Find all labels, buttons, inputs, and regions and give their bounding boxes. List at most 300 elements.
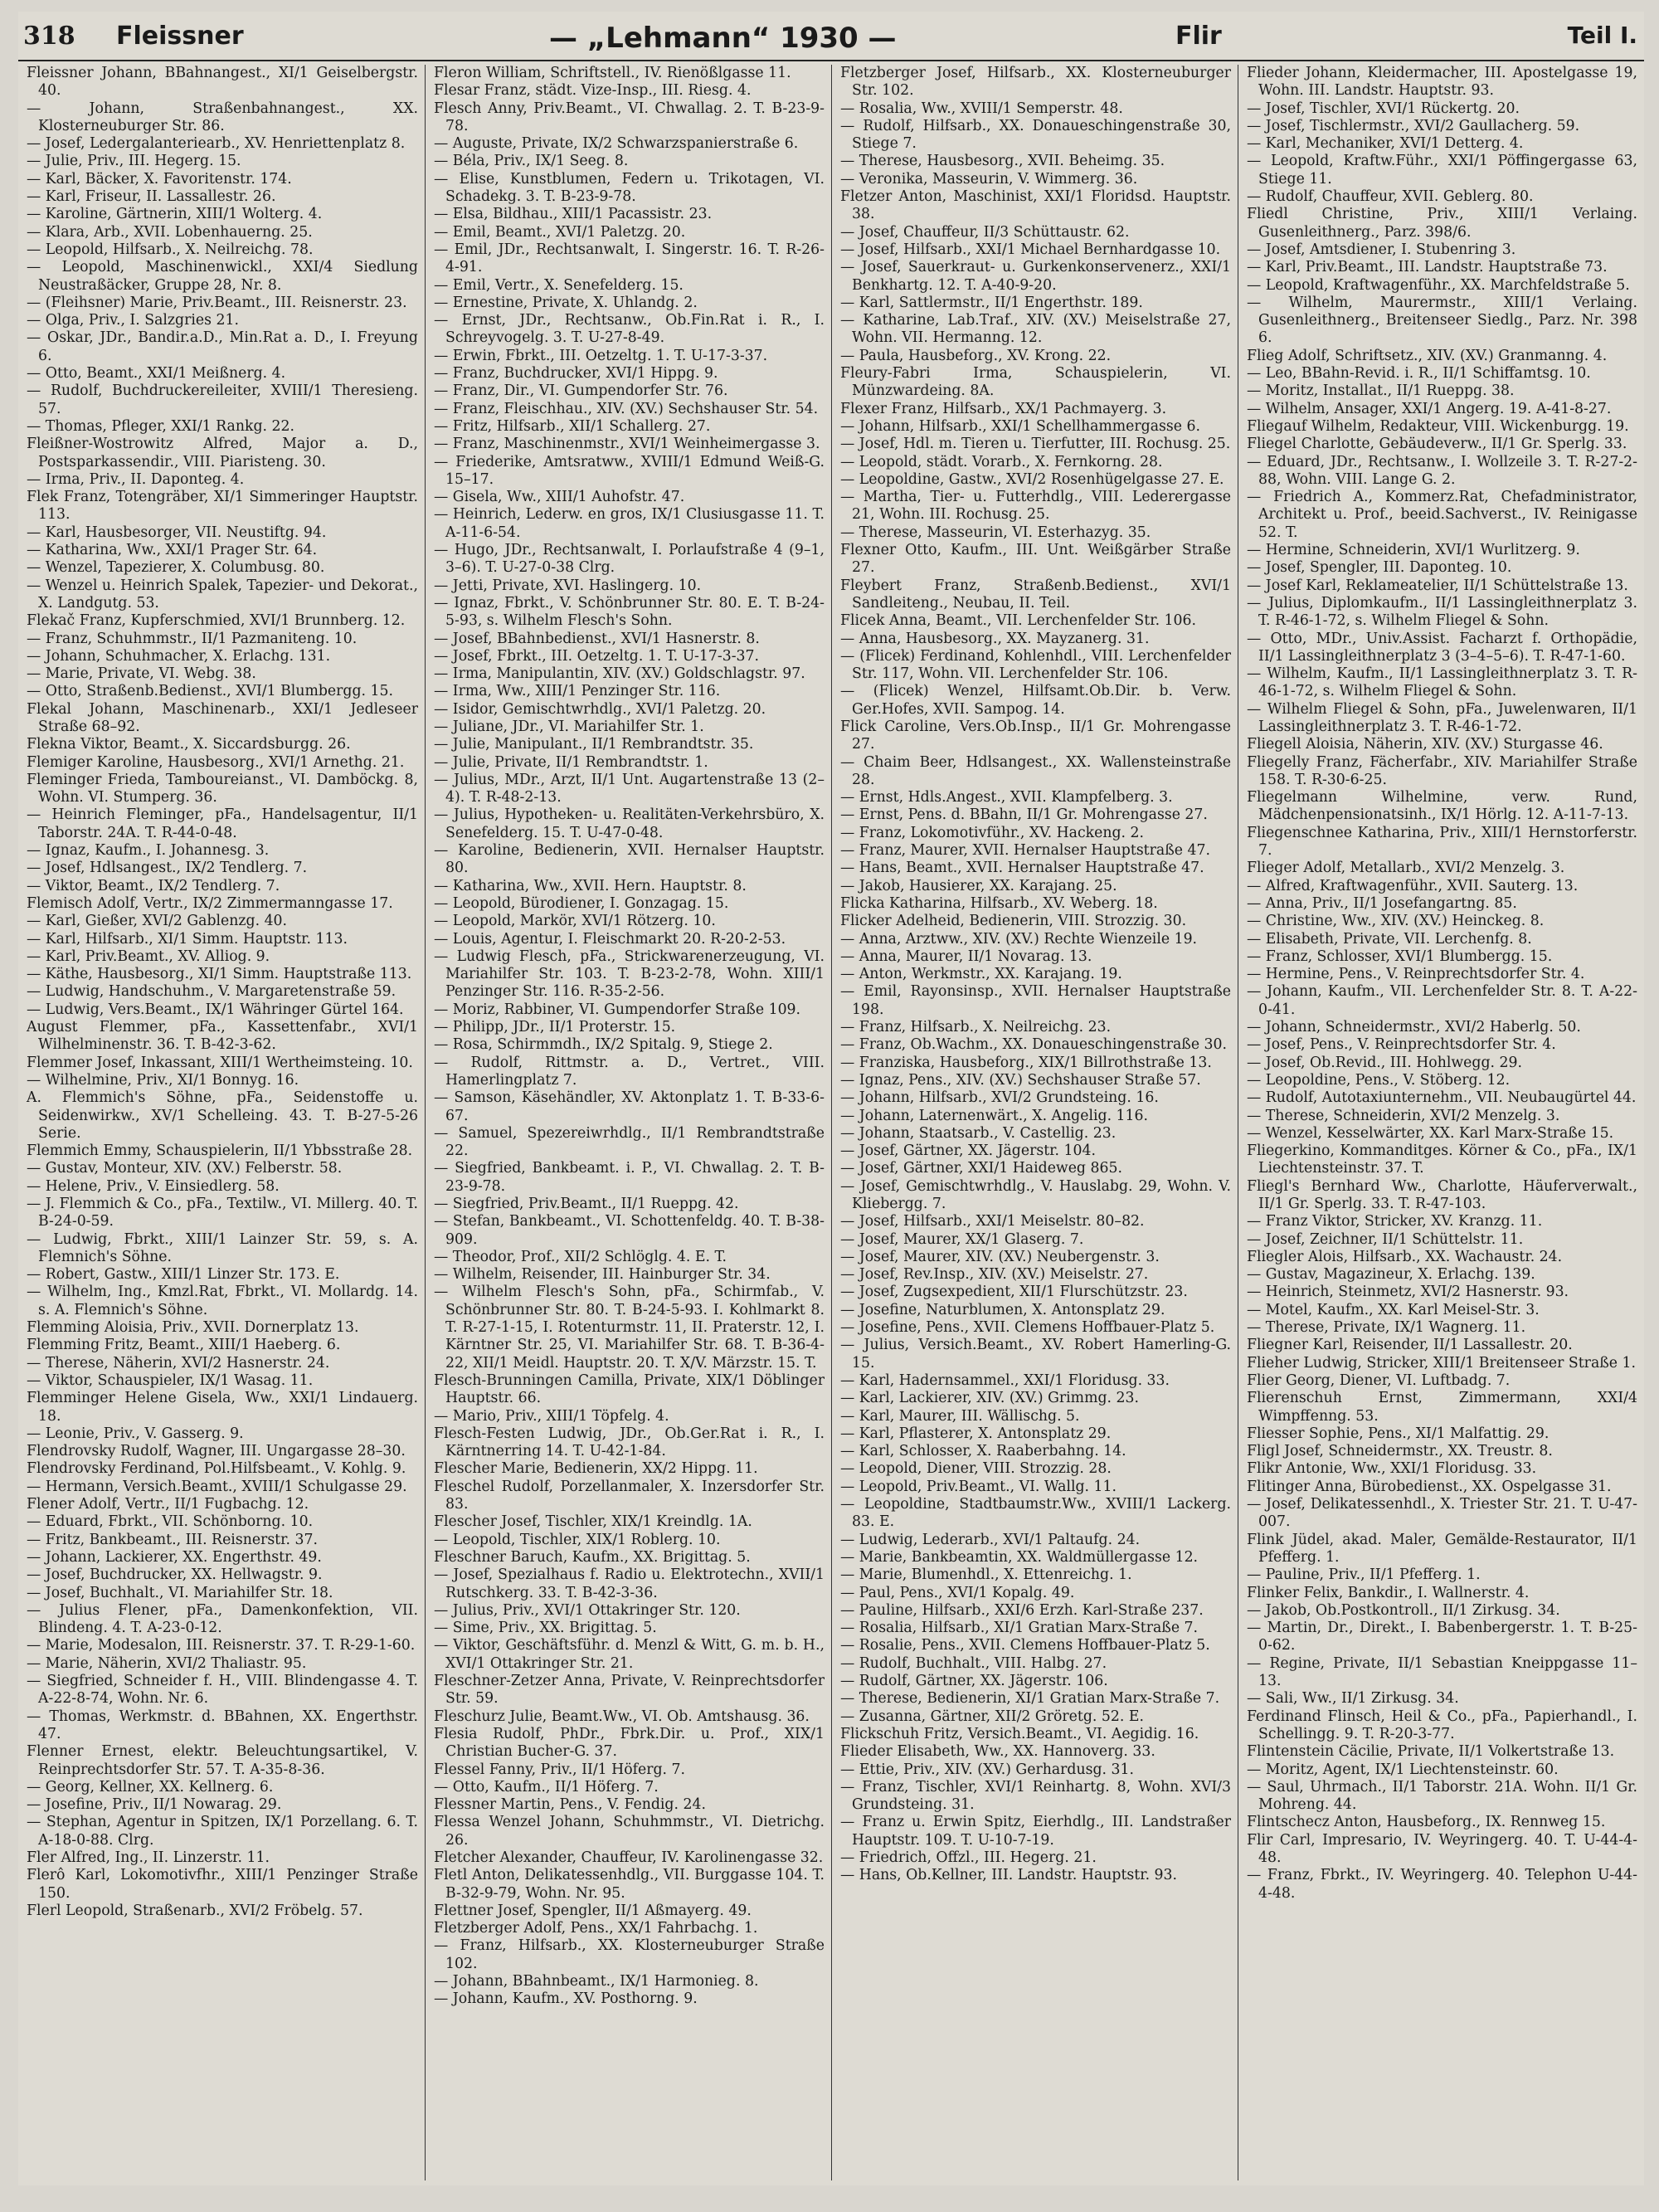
directory-entry: — Ludwig, Vers.Beamt., IX/1 Währinger Gürtel 164. [27, 1001, 404, 1018]
directory-entry: — Gisela, Ww., XIII/1 Auhofstr. 47. [434, 489, 685, 506]
directory-entry: — Franz, Fleischhau., XIV. (XV.) Sechshauser Str. 54. [434, 400, 819, 417]
directory-entry: — Ernestine, Private, X. Uhlandg. 2. [434, 294, 698, 311]
directory-entry: — Leopoldine, Pens., V. Stöberg. 12. [1247, 1071, 1511, 1089]
directory-entry: Flir Carl, Impresario, IV. Weyringerg. 40. T. U-44-4-48. [1247, 1831, 1637, 1866]
directory-entry: — Wilhelm, Kaufm., II/1 Lassingleithnerplatz 3. T. R-46-1-72, s. Wilhelm Fliegel & Sohn. [1247, 665, 1637, 700]
directory-entry: — Julius, Hypotheken- u. Realitäten-Verkehrsbüro, X. Senefelderg. 15. T. U-47-0-48. [434, 806, 825, 841]
directory-entry: — Marie, Blumenhdl., X. Ettenreichg. 1. [840, 1566, 1132, 1584]
directory-entry: — Philipp, JDr., II/1 Proterstr. 15. [434, 1019, 676, 1036]
directory-entry: — Klara, Arb., XVII. Lobenhauerng. 25. [27, 223, 313, 241]
directory-entry: Flerl Leopold, Straßenarb., XVI/2 Fröbelg. 57. [27, 1902, 363, 1919]
directory-entry: — Heinrich Fleminger, pFa., Handelsagentur, II/1 Taborstr. 24A. T. R-44-0-48. [27, 806, 418, 841]
directory-entry: — Josef, Gärtner, XXI/1 Haideweg 865. [840, 1160, 1122, 1177]
directory-entry: — Leopoldine, Stadtbaumstr.Ww., XVIII/1 Lackerg. 83. E. [840, 1496, 1231, 1531]
directory-entry: — Viktor, Geschäftsführ. d. Menzl & Witt, G. m. b. H., XVI/1 Ottakringer Str. 21. [434, 1637, 825, 1672]
directory-entry: Flintschecz Anton, Hausbeforg., IX. Rennweg 15. [1247, 1814, 1606, 1831]
directory-entry: — Josef, Tischler, XVI/1 Rückertg. 20. [1247, 100, 1520, 117]
directory-entry: — Franz, Dir., VI. Gumpendorfer Str. 76. [434, 382, 728, 400]
directory-entry: Fletcher Alexander, Chauffeur, IV. Karolinengasse 32. [434, 1849, 824, 1866]
directory-entry: Flick Caroline, Vers.Ob.Insp., II/1 Gr. Mohrengasse 27. [840, 718, 1231, 753]
directory-entry: — Leopold, Maschinenwickl., XXI/4 Siedlung Neustraßäcker, Gruppe 28, Nr. 8. [27, 259, 418, 294]
directory-entry: — Leo, BBahn-Revid. i. R., II/1 Schiffamtsg. 10. [1247, 365, 1591, 382]
directory-entry: Flemming Aloisia, Priv., XVII. Dornerplatz 13. [27, 1319, 359, 1337]
directory-entry: Fletzberger Adolf, Pens., XX/1 Fahrbachg. 1. [434, 1920, 758, 1937]
directory-entry: — Oskar, JDr., Bandir.a.D., Min.Rat a. D., I. Freyung 6. [27, 329, 418, 364]
directory-entry: — Alfred, Kraftwagenführ., XVII. Sauterg. 13. [1247, 877, 1579, 894]
directory-entry: — Heinrich, Steinmetz, XVI/2 Hasnerstr. 93. [1247, 1284, 1569, 1301]
directory-entry: — Marie, Private, VI. Webg. 38. [27, 665, 256, 683]
directory-entry: — Josef, Spezialhaus f. Radio u. Elektrotechn., XVII/1 Rutschkerg. 33. T. B-42-3-36. [434, 1566, 825, 1601]
directory-entry: — Thomas, Pfleger, XXI/1 Rankg. 22. [27, 417, 294, 435]
directory-entry: — Josef, Hdl. m. Tieren u. Tierfutter, III. Rochusg. 25. [840, 436, 1231, 453]
directory-entry: Flinker Felix, Bankdir., I. Wallnerstr. 4. [1247, 1584, 1530, 1601]
directory-entry: — Moritz, Agent, IX/1 Liechtensteinstr. 60. [1247, 1761, 1559, 1778]
directory-entry: — Julius, MDr., Arzt, II/1 Unt. Augartenstraße 13 (2–4). T. R-48-2-13. [434, 771, 825, 806]
directory-entry: — Franz, Hilfsarb., XX. Klosterneuburger Straße 102. [434, 1937, 825, 1972]
directory-entry: Flendrovsky Ferdinand, Pol.Hilfsbeamt., V. Kohlg. 9. [27, 1460, 406, 1478]
directory-entry: — Otto, Kaufm., II/1 Höferg. 7. [434, 1778, 659, 1795]
directory-entry: — Johann, Straßenbahnangest., XX. Klosterneuburger Str. 86. [27, 100, 418, 134]
directory-entry: — Franz, Maschinenmstr., XVI/1 Weinheimergasse 3. [434, 436, 820, 453]
directory-entry: — Franz, Maurer, XVII. Hernalser Hauptstraße 47. [840, 842, 1210, 860]
directory-entry: — Franz, Schuhmmstr., II/1 Pazmaniteng. 10. [27, 630, 358, 647]
directory-entry: — Siegfried, Schneider f. H., VIII. Blindengasse 4. T. A-22-8-74, Wohn. Nr. 6. [27, 1673, 418, 1708]
directory-entry: — Josef, Fbrkt., III. Oetzeltg. 1. T. U-17-3-37. [434, 647, 760, 665]
page-header [18, 15, 1644, 61]
directory-entry: — Anna, Priv., II/1 Josefangartng. 85. [1247, 894, 1517, 912]
directory-column [18, 65, 425, 2180]
directory-entry: Fliesser Sophie, Pens., XI/1 Malfattig. 29. [1247, 1425, 1550, 1442]
directory-entry: — Elisabeth, Private, VII. Lerchenfg. 8. [1247, 930, 1532, 948]
directory-entry: — Pauline, Hilfsarb., XXI/6 Erzh. Karl-Straße 237. [840, 1601, 1204, 1619]
directory-entry: — Josef, Pens., V. Reinprechtsdorfer Str. 4. [1247, 1036, 1556, 1054]
directory-entry: — Juliane, JDr., VI. Mariahilfer Str. 1. [434, 718, 704, 735]
header-part: Teil I. [1567, 22, 1637, 49]
directory-entry: — Ignaz, Fbrkt., V. Schönbrunner Str. 80. E. T. B-24-5-93, s. Wilhelm Flesch's Sohn. [434, 594, 825, 630]
directory-entry: — Anna, Maurer, II/1 Novarag. 13. [840, 948, 1092, 965]
directory-entry: August Flemmer, pFa., Kassettenfabr., XVI/1 Wilhelminenstr. 36. T. B-42-3-62. [27, 1019, 418, 1054]
directory-entry: Fliegler Alois, Hilfsarb., XX. Wachaustr. 24. [1247, 1248, 1563, 1265]
directory-entry: — Emil, JDr., Rechtsanwalt, I. Singerstr. 16. T. R-26-4-91. [434, 241, 825, 276]
directory-entry: Flenner Ernest, elektr. Beleuchtungsartikel, V. Reinprechtsdorfer Str. 57. T. A-35-8-36. [27, 1743, 418, 1778]
directory-entry: — Karl, Priv.Beamt., XV. Alliog. 9. [27, 948, 270, 965]
directory-entry: — Josef, Buchhalt., VI. Mariahilfer Str. 18. [27, 1584, 333, 1601]
directory-entry: — Josef, Zeichner, II/1 Schüttelstr. 11. [1247, 1230, 1524, 1248]
directory-entry: — (Fleihsner) Marie, Priv.Beamt., III. Reisnerstr. 23. [27, 294, 407, 311]
directory-entry: — Chaim Beer, Hdlsangest., XX. Wallensteinstraße 28. [840, 753, 1231, 788]
directory-entry: — Josef, Ob.Revid., III. Hohlwegg. 29. [1247, 1054, 1522, 1071]
directory-entry: — Anton, Werkmstr., XX. Karajang. 19. [840, 966, 1122, 983]
directory-entry: Fliegell Aloisia, Näherin, XIV. (XV.) Sturgasse 46. [1247, 736, 1603, 753]
directory-entry: — Franz, Buchdrucker, XVI/1 Hippg. 9. [434, 365, 718, 382]
directory-entry: Flintenstein Cäcilie, Private, II/1 Volkertstraße 13. [1247, 1743, 1615, 1761]
directory-column [425, 65, 831, 2180]
directory-entry: Fletl Anton, Delikatessenhdlg., VII. Burggasse 104. T. B-32-9-79, Wohn. Nr. 95. [434, 1867, 825, 1902]
directory-entry: — Fritz, Bankbeamt., III. Reisnerstr. 37. [27, 1531, 318, 1548]
directory-entry: — Rudolf, Chauffeur, XVII. Geblerg. 80. [1247, 188, 1534, 206]
directory-entry: — Ignaz, Pens., XIV. (XV.) Sechshauser Straße 57. [840, 1071, 1201, 1089]
directory-entry: Flesch-Festen Ludwig, JDr., Ob.Ger.Rat i. R., I. Kärntnerring 14. T. U-42-1-84. [434, 1425, 825, 1460]
directory-entry: — Julius Flener, pFa., Damenkonfektion, VII. Blindeng. 4. T. A-23-0-12. [27, 1601, 418, 1637]
directory-entry: — Leonie, Priv., V. Gasserg. 9. [27, 1425, 244, 1442]
directory-entry: — Wenzel, Kesselwärter, XX. Karl Marx-Straße 15. [1247, 1124, 1614, 1142]
directory-entry: — Fritz, Hilfsarb., XII/1 Schallerg. 27. [434, 417, 711, 435]
directory-entry: — Viktor, Beamt., IX/2 Tendlerg. 7. [27, 877, 280, 894]
directory-entry: — Elsa, Bildhau., XIII/1 Pacassistr. 23. [434, 206, 713, 223]
directory-entry: — Otto, Beamt., XXI/1 Meißnerg. 4. [27, 365, 286, 382]
directory-entry: — Martin, Dr., Direkt., I. Babenbergerstr. 1. T. B-25-0-62. [1247, 1620, 1637, 1654]
directory-entry: Flemminger Helene Gisela, Ww., XXI/1 Lindauerg. 18. [27, 1390, 418, 1425]
directory-entry: — Johann, Staatsarb., V. Castellig. 23. [840, 1124, 1117, 1142]
header-first-name: Fleissner [116, 22, 244, 51]
directory-entry: — Johann, Kaufm., VII. Lerchenfelder Str. 8. T. A-22-0-41. [1247, 983, 1637, 1018]
directory-entry: — Sali, Ww., II/1 Zirkusg. 34. [1247, 1690, 1459, 1708]
directory-entry: Flessa Wenzel Johann, Schuhmmstr., VI. Dietrichg. 26. [434, 1814, 825, 1849]
directory-entry: — Rosalia, Ww., XVIII/1 Semperstr. 48. [840, 100, 1123, 117]
directory-entry: — Siegfried, Bankbeamt. i. P., VI. Chwallag. 2. T. B-23-9-78. [434, 1160, 825, 1195]
directory-entry: — Johann, Kaufm., XV. Posthorng. 9. [434, 1990, 698, 2008]
directory-entry: — Julie, Private, II/1 Rembrandtstr. 1. [434, 753, 708, 771]
directory-entry: — Thomas, Werkmstr. d. BBahnen, XX. Engerthstr. 47. [27, 1708, 418, 1742]
directory-entry: — Julius, Diplomkaufm., II/1 Lassingleithnerplatz 3. T. R-46-1-72, s. Wilhelm Fliegel & Sohn. [1247, 594, 1637, 630]
directory-entry: Flemming Fritz, Beamt., XIII/1 Haeberg. 6. [27, 1337, 341, 1354]
directory-entry: — Johann, Lackierer, XX. Engerthstr. 49. [27, 1548, 322, 1566]
directory-entry: — Moriz, Rabbiner, VI. Gumpendorfer Straße 109. [434, 1001, 801, 1018]
directory-entry: — Paula, Hausbeforg., XV. Krong. 22. [840, 347, 1112, 364]
directory-entry: — Josefine, Naturblumen, X. Antonsplatz 29. [840, 1301, 1165, 1318]
directory-entry: — Rosalia, Hilfsarb., XI/1 Gratian Marx-Straße 7. [840, 1620, 1199, 1637]
directory-entry: — Ernst, JDr., Rechtsanw., Ob.Fin.Rat i. R., I. Schreyvogelg. 3. T. U-27-8-49. [434, 312, 825, 347]
directory-entry: Flescher Josef, Tischler, XIX/1 Kreindlg. 1A. [434, 1513, 752, 1531]
directory-entry: Flieder Johann, Kleidermacher, III. Apostelgasse 19, Wohn. III. Landstr. Hauptstr. 93. [1247, 65, 1637, 100]
directory-entry: — Leopold, Bürodiener, I. Gonzagag. 15. [434, 894, 729, 912]
directory-entry: — Moritz, Installat., II/1 Rueppg. 38. [1247, 382, 1515, 400]
directory-entry: — Jakob, Hausierer, XX. Karajang. 25. [840, 877, 1117, 894]
directory-entry: Fleminger Frieda, Tamboureianst., VI. Damböckg. 8, Wohn. VI. Stumperg. 36. [27, 771, 418, 806]
directory-entry: — Karl, Bäcker, X. Favoritenstr. 174. [27, 170, 292, 188]
directory-entry: — Rudolf, Hilfsarb., XX. Donaueschingenstraße 30, Stiege 7. [840, 117, 1231, 153]
directory-entry: — Hans, Ob.Kellner, III. Landstr. Hauptstr. 93. [840, 1867, 1178, 1884]
directory-entry: — Josef, Hilfsarb., XXI/1 Meiselstr. 80–82. [840, 1213, 1145, 1230]
directory-entry: A. Flemmich's Söhne, pFa., Seidenstoffe u. Seidenwirkw., XV/1 Schelleing. 43. T. B-27-5-26 Serie. [27, 1089, 418, 1142]
directory-entry: — Samson, Käsehändler, XV. Aktonplatz 1. T. B-33-6-67. [434, 1089, 825, 1124]
directory-entry: Fleron William, Schriftstell., IV. Rienößlgasse 11. [434, 65, 791, 81]
directory-entry: Flessel Fanny, Priv., II/1 Höferg. 7. [434, 1761, 686, 1778]
directory-entry: — Eduard, Fbrkt., VII. Schönborng. 10. [27, 1513, 314, 1531]
directory-entry: Flicka Katharina, Hilfsarb., XV. Weberg. 18. [840, 894, 1158, 912]
directory-entry: — Louis, Agentur, I. Fleischmarkt 20. R-20-2-53. [434, 930, 786, 948]
directory-entry: — Jakob, Ob.Postkontroll., II/1 Zirkusg. 34. [1247, 1601, 1560, 1619]
directory-entry: — Hans, Beamt., XVII. Hernalser Hauptstraße 47. [840, 860, 1204, 877]
directory-entry: — Josef, Tischlermstr., XVI/2 Gaullacherg. 59. [1247, 117, 1580, 134]
directory-entry: — Rudolf, Buchdruckereileiter, XVIII/1 Theresieng. 57. [27, 382, 418, 417]
directory-entry: Fligl Josef, Schneidermstr., XX. Treustr. 8. [1247, 1443, 1553, 1460]
directory-entry: — Therese, Hausbesorg., XVII. Beheimg. 35. [840, 153, 1165, 170]
directory-entry: — Rosalie, Pens., XVII. Clemens Hoffbauer-Platz 5. [840, 1637, 1210, 1654]
directory-entry: — Wilhelm, Maurermstr., XIII/1 Verlaing. Gusenleithnerg., Breitenseer Siedlg., Parz. Nr. 398 6. [1247, 294, 1637, 347]
directory-entry: — Ettie, Priv., XIV. (XV.) Gerhardusg. 31. [840, 1761, 1135, 1778]
directory-entry: — Franz, Schlosser, XVI/1 Blumbergg. 15. [1247, 948, 1553, 965]
directory-entry: Flemisch Adolf, Vertr., IX/2 Zimmermanngasse 17. [27, 894, 393, 912]
directory-entry: Flexner Otto, Kaufm., III. Unt. Weißgärber Straße 27. [840, 542, 1231, 577]
directory-entry: — Béla, Priv., IX/1 Seeg. 8. [434, 153, 629, 170]
directory-entry: Fliedl Christine, Priv., XIII/1 Verlaing. Gusenleithnerg., Parz. 398/6. [1247, 206, 1637, 241]
directory-entry: — Regine, Private, II/1 Sebastian Kneippgasse 11–13. [1247, 1654, 1637, 1690]
directory-entry: — Hermann, Versich.Beamt., XVIII/1 Schulgasse 29. [27, 1478, 407, 1495]
directory-entry: — Gustav, Magazineur, X. Erlachg. 139. [1247, 1266, 1535, 1284]
directory-entry: — Friedrich A., Kommerz.Rat, Chefadministrator, Architekt u. Prof., beeid.Sachverst., IV. Reinigasse 52. T. [1247, 489, 1637, 541]
directory-entry: — Katharina, Ww., XVII. Hern. Hauptstr. 8. [434, 877, 747, 894]
directory-entry: Flekač Franz, Kupferschmied, XVI/1 Brunnberg. 12. [27, 612, 406, 630]
directory-entry: — Viktor, Schauspieler, IX/1 Wasag. 11. [27, 1372, 314, 1389]
directory-entry: — Wilhelm Fliegel & Sohn, pFa., Juwelenwaren, II/1 Lassingleithnerplatz 3. T. R-46-1-72. [1247, 700, 1637, 735]
directory-entry: — Josef, Chauffeur, II/3 Schüttaustr. 62. [840, 223, 1130, 241]
directory-entry: — Josef, Maurer, XIV. (XV.) Neubergenstr. 3. [840, 1248, 1160, 1265]
directory-entry: Fliegel Charlotte, Gebäudeverw., II/1 Gr. Sperlg. 33. [1247, 436, 1627, 453]
directory-entry: — Josef, Delikatessenhdl., X. Triester Str. 21. T. U-47-007. [1247, 1496, 1637, 1531]
directory-entry: — Emil, Rayonsinsp., XVII. Hernalser Hauptstraße 198. [840, 983, 1231, 1018]
directory-entry: — Friedrich, Offzl., III. Hegerg. 21. [840, 1849, 1097, 1866]
directory-entry: — Anna, Hausbesorg., XX. Mayzanerg. 31. [840, 630, 1150, 647]
directory-entry: — Erwin, Fbrkt., III. Oetzeltg. 1. T. U-17-3-37. [434, 347, 768, 364]
directory-entry: — Rudolf, Buchhalt., VIII. Halbg. 27. [840, 1654, 1107, 1672]
directory-entry: — Helene, Priv., V. Einsiedlerg. 58. [27, 1177, 280, 1195]
directory-entry: Flicker Adelheid, Bedienerin, VIII. Strozzig. 30. [840, 913, 1187, 930]
directory-entry: — Karl, Priv.Beamt., III. Landstr. Hauptstraße 73. [1247, 259, 1608, 276]
directory-entry: Flesar Franz, städt. Vize-Insp., III. Riesg. 4. [434, 82, 752, 100]
directory-entry: Fleißner-Wostrowitz Alfred, Major a. D., Postsparkassendir., VIII. Piaristeng. 30. [27, 436, 418, 470]
directory-entry: Flieg Adolf, Schriftsetz., XIV. (XV.) Granmanng. 4. [1247, 347, 1608, 364]
directory-entry: — Julie, Priv., III. Hegerg. 15. [27, 153, 241, 170]
directory-entry: — Karl, Gießer, XVI/2 Gablenzg. 40. [27, 913, 288, 930]
directory-entry: — Georg, Kellner, XX. Kellnerg. 6. [27, 1778, 274, 1795]
header-title: — „Lehmann“ 1930 — [549, 22, 897, 55]
directory-entry: Flikr Antonie, Ww., XXI/1 Floridusg. 33. [1247, 1460, 1537, 1478]
directory-entry: Flesia Rudolf, PhDr., Fbrk.Dir. u. Prof., XIX/1 Christian Bucher-G. 37. [434, 1725, 825, 1761]
directory-entry: — Franz, Hilfsarb., X. Neilreichg. 23. [840, 1019, 1112, 1036]
directory-entry: — Zusanna, Gärtner, XII/2 Gröretg. 52. E. [840, 1708, 1144, 1725]
directory-entry: Flemmer Josef, Inkassant, XIII/1 Wertheimsteing. 10. [27, 1054, 413, 1071]
directory-entry: Flessner Martin, Pens., V. Fendig. 24. [434, 1796, 706, 1814]
directory-entry: Flexer Franz, Hilfsarb., XX/1 Pachmayerg. 3. [840, 400, 1167, 417]
directory-entry: Flieder Elisabeth, Ww., XX. Hannoverg. 33. [840, 1743, 1155, 1761]
directory-entry: Fleissner Johann, BBahnangest., XI/1 Geiselbergstr. 40. [27, 65, 418, 100]
directory-entry: — Franz u. Erwin Spitz, Eierhdlg., III. Landstraßer Hauptstr. 109. T. U-10-7-19. [840, 1814, 1231, 1849]
directory-entry: Flerô Karl, Lokomotivfhr., XIII/1 Penzinger Straße 150. [27, 1867, 418, 1902]
directory-entry: Ferdinand Flinsch, Heil & Co., pFa., Papierhandl., I. Schellingg. 9. T. R-20-3-77. [1247, 1708, 1637, 1742]
directory-entry: — Wilhelmine, Priv., XI/1 Bonnyg. 16. [27, 1071, 299, 1089]
directory-entry: — Samuel, Spezereiwrhdlg., II/1 Rembrandtstraße 22. [434, 1124, 825, 1160]
directory-entry: — Elise, Kunstblumen, Federn u. Trikotagen, VI. Schadekg. 3. T. B-23-9-78. [434, 170, 825, 206]
directory-entry: — Ignaz, Kaufm., I. Johannesg. 3. [27, 842, 270, 860]
directory-entry: — Marie, Modesalon, III. Reisnerstr. 37. T. R-29-1-60. [27, 1637, 416, 1654]
directory-entry: — Josef, Gärtner, XX. Jägerstr. 104. [840, 1143, 1096, 1160]
directory-entry: Fler Alfred, Ing., II. Linzerstr. 11. [27, 1849, 270, 1866]
directory-entry: Fliegner Karl, Reisender, II/1 Lassallestr. 20. [1247, 1337, 1573, 1354]
directory-entry: — Leopold, Markör, XVI/1 Rötzerg. 10. [434, 913, 716, 930]
directory-entry: Fletzberger Josef, Hilfsarb., XX. Klosterneuburger Str. 102. [840, 65, 1231, 100]
directory-entry: — Otto, Straßenb.Bedienst., XVI/1 Blumbergg. 15. [27, 683, 393, 700]
directory-entry: Flendrovsky Rudolf, Wagner, III. Ungargasse 28–30. [27, 1443, 406, 1460]
directory-entry: — Josef Karl, Reklameatelier, II/1 Schüttelstraße 13. [1247, 577, 1628, 594]
directory-entry: — Marie, Bankbeamtin, XX. Waldmüllergasse 12. [840, 1548, 1199, 1566]
directory-entry: — Robert, Gastw., XIII/1 Linzer Str. 173. E. [27, 1266, 340, 1284]
directory-entry: — Motel, Kaufm., XX. Karl Meisel-Str. 3. [1247, 1301, 1540, 1318]
directory-entry: — Leopold, Kraftwagenführ., XX. Marchfeldstraße 5. [1247, 276, 1630, 294]
directory-entry: — Isidor, Gemischtwrhdlg., XVI/1 Paletzg. 20. [434, 700, 766, 718]
directory-entry: — Karl, Maurer, III. Wällischg. 5. [840, 1407, 1080, 1425]
directory-entry: — Julie, Manipulant., II/1 Rembrandtstr. 35. [434, 736, 754, 753]
directory-entry: — (Flicek) Wenzel, Hilfsamt.Ob.Dir. b. Verw. Ger.Hofes, XVII. Sampog. 14. [840, 683, 1231, 718]
directory-entry: — Theodor, Prof., XII/2 Schlöglg. 4. E. T. [434, 1248, 727, 1265]
directory-entry: — Auguste, Private, IX/2 Schwarzspanierstraße 6. [434, 135, 799, 153]
directory-entry: Flicek Anna, Beamt., VII. Lerchenfelder Str. 106. [840, 612, 1197, 630]
directory-entry: Flier Georg, Diener, VI. Luftbadg. 7. [1247, 1372, 1511, 1389]
directory-entry: — Olga, Priv., I. Salzgries 21. [27, 312, 239, 329]
directory-entry: Flek Franz, Totengräber, XI/1 Simmeringer Hauptstr. 113. [27, 489, 418, 524]
directory-entry: — Franz, Lokomotivführ., XV. Hackeng. 2. [840, 824, 1144, 841]
directory-entry: Flierenschuh Ernst, Zimmermann, XXI/4 Wimpffenng. 53. [1247, 1390, 1637, 1425]
directory-entry: Flieher Ludwig, Stricker, XIII/1 Breitenseer Straße 1. [1247, 1354, 1636, 1372]
directory-entry: — Josefine, Priv., II/1 Nowarag. 29. [27, 1796, 282, 1814]
directory-entry: Fletzer Anton, Maschinist, XXI/1 Floridsd. Hauptstr. 38. [840, 188, 1231, 223]
directory-entry: — Ludwig, Fbrkt., XIII/1 Lainzer Str. 59, s. A. Flemnich's Söhne. [27, 1230, 418, 1265]
directory-entry: — Josef, Spengler, III. Daponteg. 10. [1247, 559, 1512, 577]
header-last-name: Flir [1175, 22, 1222, 51]
directory-entry: — Hugo, JDr., Rechtsanwalt, I. Porlaufstraße 4 (9–1, 3–6). T. U-27-0-38 Clrg. [434, 542, 825, 577]
directory-entry: — Julius, Versich.Beamt., XV. Robert Hamerling-G. 15. [840, 1337, 1231, 1372]
directory-entry: — Mario, Priv., XIII/1 Töpfelg. 4. [434, 1407, 669, 1425]
directory-entry: — Katharina, Ww., XXI/1 Prager Str. 64. [27, 542, 318, 559]
directory-entry: — Rudolf, Gärtner, XX. Jägerstr. 106. [840, 1673, 1108, 1690]
directory-entry: — Friederike, Amtsratww., XVIII/1 Edmund Weiß-G. 15–17. [434, 453, 825, 488]
directory-entry: — Karl, Hadernsammel., XXI/1 Floridusg. 33. [840, 1372, 1170, 1389]
directory-entry: — Christine, Ww., XIV. (XV.) Heinckeg. 8. [1247, 913, 1545, 930]
directory-entry: — Josefine, Pens., XVII. Clemens Hoffbauer-Platz 5. [840, 1319, 1215, 1337]
directory-entry: — Therese, Bedienerin, XI/1 Gratian Marx-Straße 7. [840, 1690, 1220, 1708]
directory-entry: — Karl, Mechaniker, XVI/1 Detterg. 4. [1247, 135, 1524, 153]
directory-entry: Flesch Anny, Priv.Beamt., VI. Chwallag. 2. T. B-23-9-78. [434, 100, 825, 134]
directory-entry: — Josef, Rev.Insp., XIV. (XV.) Meiselstr. 27. [840, 1266, 1149, 1284]
directory-entry: Fliegauf Wilhelm, Redakteur, VIII. Wickenburgg. 19. [1247, 417, 1629, 435]
directory-entry: Flekna Viktor, Beamt., X. Siccardsburgg. 26. [27, 736, 351, 753]
directory-entry: — Rudolf, Autotaxiunternehm., VII. Neubaugürtel 44. [1247, 1089, 1637, 1107]
directory-entry: Fliegerkino, Kommanditges. Körner & Co., pFa., IX/1 Liechtensteinstr. 37. T. [1247, 1143, 1637, 1177]
directory-entry: Fleschurz Julie, Beamt.Ww., VI. Ob. Amtshausg. 36. [434, 1708, 810, 1725]
directory-entry: — Franziska, Hausbeforg., XIX/1 Billrothstraße 13. [840, 1054, 1212, 1071]
directory-entry: — Irma, Manipulantin, XIV. (XV.) Goldschlagstr. 97. [434, 665, 805, 683]
directory-entry: — Katharine, Lab.Traf., XIV. (XV.) Meiselstraße 27, Wohn. VII. Hermanng. 12. [840, 312, 1231, 347]
directory-entry: — Josef, Zugsexpedient, XII/1 Flurschützstr. 23. [840, 1284, 1188, 1301]
directory-entry: — Paul, Pens., XVI/1 Kopalg. 49. [840, 1584, 1075, 1601]
directory-entry: — Stefan, Bankbeamt., VI. Schottenfeldg. 40. T. B-38-909. [434, 1213, 825, 1248]
directory-entry: — Franz, Ob.Wachm., XX. Donaueschingenstraße 30. [840, 1036, 1228, 1054]
directory-entry: — Veronika, Masseurin, V. Wimmerg. 36. [840, 170, 1138, 188]
directory-entry: Flink Jüdel, akad. Maler, Gemälde-Restaurator, II/1 Pfefferg. 1. [1247, 1531, 1637, 1566]
directory-entry: Flesch-Brunningen Camilla, Private, XIX/1 Döblinger Hauptstr. 66. [434, 1372, 825, 1407]
directory-entry: Flener Adolf, Vertr., II/1 Fugbachg. 12. [27, 1496, 309, 1513]
directory-entry: — Pauline, Priv., II/1 Pfefferg. 1. [1247, 1566, 1481, 1584]
directory-column [1238, 65, 1644, 2180]
directory-column [831, 65, 1238, 2180]
directory-entry: — Ernst, Pens. d. BBahn, II/1 Gr. Mohrengasse 27. [840, 806, 1208, 824]
directory-entry: — Josef, Gemischtwrhdlg., V. Hauslabg. 29, Wohn. V. Kliebergg. 7. [840, 1177, 1231, 1212]
directory-page [18, 12, 1644, 2185]
directory-entry: — Franz, Fbrkt., IV. Weyringerg. 40. Telephon U-44-4-48. [1247, 1867, 1637, 1902]
directory-entry: — Johann, Laternenwärt., X. Angelig. 116. [840, 1107, 1149, 1124]
directory-entry: Flemiger Karoline, Hausbesorg., XVI/1 Arnethg. 21. [27, 753, 405, 771]
directory-entry: — Josef, Maurer, XX/1 Glaserg. 7. [840, 1230, 1084, 1248]
directory-entry: — Karoline, Gärtnerin, XIII/1 Wolterg. 4. [27, 206, 323, 223]
directory-entry: — Josef, Buchdrucker, XX. Hellwagstr. 9. [27, 1566, 323, 1584]
directory-entry: — Karl, Hilfsarb., XI/1 Simm. Hauptstr. 113. [27, 930, 348, 948]
directory-entry: Fliegelmann Wilhelmine, verw. Rund, Mädchenpensionatsinh., IX/1 Hörlg. 12. A-11-7-13. [1247, 789, 1637, 824]
directory-entry: — Wilhelm Flesch's Sohn, pFa., Schirmfab., V. Schönbrunner Str. 80. T. B-24-5-93. I. Kohlmarkt 8. T. R-27-1-15, I. Rotenturmstr. 11, II. Praterstr. 12, I. Kärntner Str. 25, VI. Mariahilfer Str. 68. T. B-36-4-22, XII/1 Meidl. Hauptstr. 20. T. X/V. Märzstr. 15. T. [434, 1284, 825, 1372]
directory-entry: — Therese, Masseurin, VI. Esterhazyg. 35. [840, 524, 1151, 541]
directory-entry: — Ernst, Hdls.Angest., XVII. Klampfelberg. 3. [840, 789, 1173, 806]
directory-entry: — Wilhelm, Reisender, III. Hainburger Str. 34. [434, 1266, 771, 1284]
directory-entry: — Johann, Schuhmacher, X. Erlachg. 131. [27, 647, 331, 665]
directory-entry: — Käthe, Hausbesorg., XI/1 Simm. Hauptstraße 113. [27, 966, 412, 983]
directory-entry: — Leopold, Priv.Beamt., VI. Wallg. 11. [840, 1478, 1117, 1495]
directory-entry: — Rudolf, Rittmstr. a. D., Vertret., VIII. Hamerlingplatz 7. [434, 1054, 825, 1089]
directory-entry: — Ludwig, Lederarb., XVI/1 Paltaufg. 24. [840, 1531, 1141, 1548]
directory-entry: — Otto, MDr., Univ.Assist. Facharzt f. Orthopädie, II/1 Lassingleithnerplatz 3 (3–4–5–6). T. R-47-1-60. [1247, 630, 1637, 665]
directory-entry: Fleybert Franz, Straßenb.Bedienst., XVI/1 Sandleiteng., Neubau, II. Teil. [840, 577, 1231, 611]
directory-entry: — Julius, Priv., XVI/1 Ottakringer Str. 120. [434, 1601, 741, 1619]
directory-entry: — Ludwig Flesch, pFa., Strickwarenerzeugung, VI. Mariahilfer Str. 103. T. B-23-2-78, Wohn. XIII/1 Penzinger Str. 116. R-35-2-56. [434, 948, 825, 1001]
directory-entry: — Eduard, JDr., Rechtsanw., I. Wollzeile 3. T. R-27-2-88, Wohn. VIII. Lange G. 2. [1247, 453, 1637, 488]
directory-entry: — Johann, Hilfsarb., XXI/1 Schellhammergasse 6. [840, 417, 1200, 435]
directory-entry: Fleschner Baruch, Kaufm., XX. Brigittag. 5. [434, 1548, 751, 1566]
directory-entry: Flettner Josef, Spengler, II/1 Aßmayerg. 49. [434, 1902, 752, 1919]
directory-entry: Fleury-Fabri Irma, Schauspielerin, VI. Münzwardeing. 8A. [840, 365, 1231, 400]
directory-entry: Fleschel Rudolf, Porzellanmaler, X. Inzersdorfer Str. 83. [434, 1478, 825, 1513]
directory-entry: — Josef, Hdlsangest., IX/2 Tendlerg. 7. [27, 860, 308, 877]
directory-entry: — Irma, Ww., XIII/1 Penzinger Str. 116. [434, 683, 721, 700]
directory-entry: — Johann, Hilfsarb., XVI/2 Grundsteing. 16. [840, 1089, 1159, 1107]
directory-entry: — Wilhelm, Ansager, XXI/1 Angerg. 19. A-41-8-27. [1247, 400, 1612, 417]
directory-entry: — Franz Viktor, Stricker, XV. Kranzg. 11. [1247, 1213, 1543, 1230]
directory-entry: — Johann, Schneidermstr., XVI/2 Haberlg. 50. [1247, 1019, 1581, 1036]
directory-entry: — Leopold, Kraftw.Führ., XXI/1 Pöffingergasse 63, Stiege 11. [1247, 153, 1637, 188]
directory-entry: — Rosa, Schirmmdh., IX/2 Spitalg. 9, Stiege 2. [434, 1036, 773, 1054]
directory-entry: — Karl, Pflasterer, X. Antonsplatz 29. [840, 1425, 1112, 1442]
directory-entry: Fliegenschnee Katharina, Priv., XIII/1 Hernstorferstr. 7. [1247, 824, 1637, 860]
directory-entry: — Therese, Private, IX/1 Wagnerg. 11. [1247, 1319, 1526, 1337]
directory-entry: — Marie, Näherin, XVI/2 Thaliastr. 95. [27, 1654, 307, 1672]
directory-entry: — Karl, Hausbesorger, VII. Neustiftg. 94. [27, 524, 327, 541]
directory-entry: — Sime, Priv., XX. Brigittag. 5. [434, 1620, 657, 1637]
directory-entry: — Heinrich, Lederw. en gros, IX/1 Clusiusgasse 11. T. A-11-6-54. [434, 506, 825, 541]
directory-entry: — Wenzel u. Heinrich Spalek, Tapezier- und Dekorat., X. Landgutg. 53. [27, 577, 418, 611]
directory-entry: — Martha, Tier- u. Futterhdlg., VIII. Lederergasse 21, Wohn. III. Rochusg. 25. [840, 489, 1231, 524]
directory-entry: — Josef, Hilfsarb., XXI/1 Michael Bernhardgasse 10. [840, 241, 1221, 258]
directory-entry: Flekal Johann, Maschinenarb., XXI/1 Jedleseer Straße 68–92. [27, 700, 418, 735]
directory-entry: — Therese, Näherin, XVI/2 Hasnerstr. 24. [27, 1354, 330, 1372]
directory-entry: — J. Flemmich & Co., pFa., Textilw., VI. Millerg. 40. T. B-24-0-59. [27, 1196, 418, 1230]
directory-entry: — Saul, Uhrmach., II/1 Taborstr. 21A. Wohn. II/1 Gr. Mohreng. 44. [1247, 1778, 1637, 1814]
directory-entry: — Ludwig, Handschuhm., V. Margaretenstraße 59. [27, 983, 397, 1001]
directory-entry: Flescher Marie, Bedienerin, XX/2 Hippg. 11. [434, 1460, 758, 1478]
directory-entry: Fliegelly Franz, Fächerfabr., XIV. Mariahilfer Straße 158. T. R-30-6-25. [1247, 753, 1637, 788]
directory-entry: — Gustav, Monteur, XIV. (XV.) Felberstr. 58. [27, 1160, 343, 1177]
directory-entry: Fleschner-Zetzer Anna, Private, V. Reinprechtsdorfer Str. 59. [434, 1673, 825, 1708]
directory-entry: — Josef, BBahnbedienst., XVI/1 Hasnerstr. 8. [434, 630, 760, 647]
directory-entry: — Hermine, Schneiderin, XVI/1 Wurlitzerg. 9. [1247, 542, 1580, 559]
directory-entry: — Emil, Vertr., X. Senefelderg. 15. [434, 276, 684, 294]
directory-entry: — Karl, Sattlermstr., II/1 Engerthstr. 189. [840, 294, 1143, 311]
